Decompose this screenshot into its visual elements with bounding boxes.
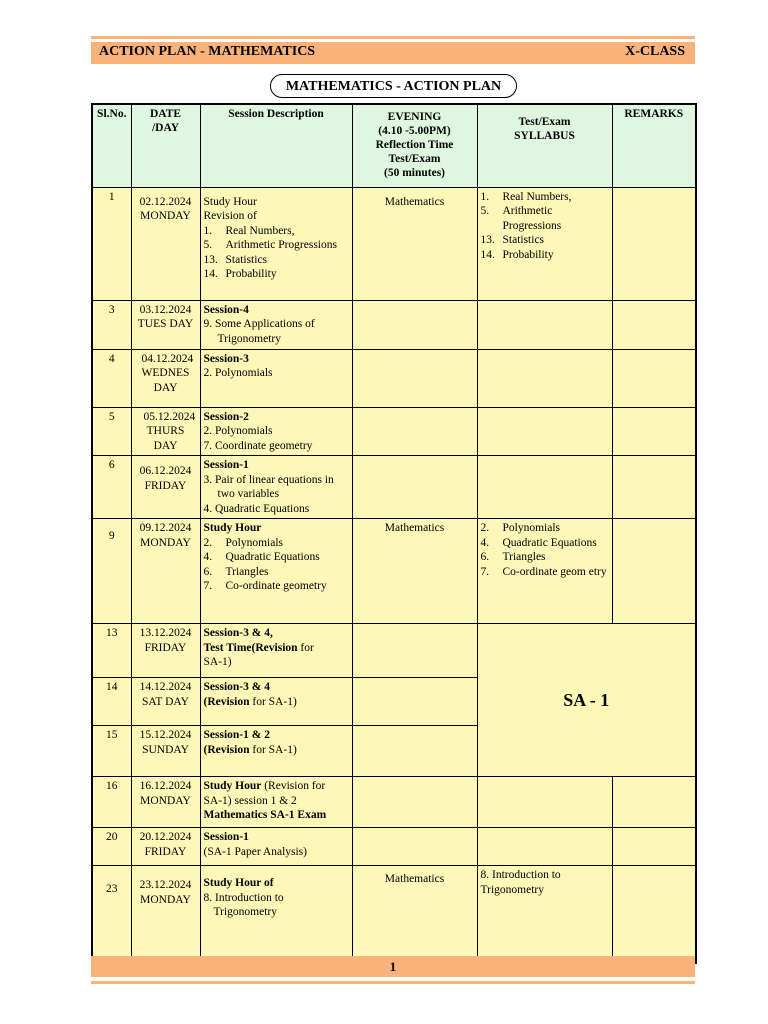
action-plan-table (91, 103, 697, 964)
row-date: 13.12.2024 FRIDAY (131, 624, 200, 678)
page-number: 1 (91, 956, 695, 977)
table-row (92, 777, 696, 828)
col-remarks: REMARKS (612, 104, 696, 187)
row-session: Study Hour 2. Polynomials 4. Quadratic Equations 6. Triangles 7. Co-ordinate geometry (200, 519, 352, 624)
row-session: Session-4 9. Some Applications of Trigonometry (200, 300, 352, 349)
row-session: Session-1 (SA-1 Paper Analysis) (200, 828, 352, 866)
page-title: MATHEMATICS - ACTION PLAN (270, 74, 517, 98)
row-slno: 13 (92, 624, 131, 678)
col-slno: Sl.No. (92, 104, 131, 187)
table-row (92, 187, 696, 300)
table-row (92, 519, 696, 624)
row-evening: Mathematics (352, 519, 477, 624)
row-session: Session-1 3. Pair of linear equations in two variables 4. Quadratic Equations (200, 456, 352, 519)
col-evening: EVENING (4.10 -5.00PM) Reflection Time Test/Exam (50 minutes) (352, 104, 477, 187)
row-date: 09.12.2024 MONDAY (131, 519, 200, 624)
row-session: Session-3 & 4 (Revision for SA-1) (200, 678, 352, 726)
table-row (92, 407, 696, 456)
header-band (91, 42, 695, 64)
row-date: 02.12.2024 MONDAY (131, 187, 200, 300)
table-row (92, 624, 696, 678)
row-slno: 23 (92, 866, 131, 963)
row-date: 05.12.2024 THURS DAY (131, 407, 200, 456)
row-date: 23.12.2024 MONDAY (131, 866, 200, 963)
bottom-rule (91, 981, 695, 984)
row-syllabus: 8. Introduction to Trigonometry (477, 866, 612, 963)
row-session: Session-3 2. Polynomials (200, 349, 352, 407)
row-session: Session-2 2. Polynomials 7. Coordinate geometry (200, 407, 352, 456)
table-row (92, 300, 696, 349)
row-date: 14.12.2024 SAT DAY (131, 678, 200, 726)
row-date: 16.12.2024 MONDAY (131, 777, 200, 828)
row-session: Session-1 & 2 (Revision for SA-1) (200, 726, 352, 777)
row-evening: Mathematics (352, 866, 477, 963)
row-slno: 16 (92, 777, 131, 828)
row-slno: 14 (92, 678, 131, 726)
header-title: ACTION PLAN - MATHEMATICS (99, 44, 316, 59)
row-date: 04.12.2024 WEDNES DAY (131, 349, 200, 407)
col-date: DATE /DAY (131, 104, 200, 187)
row-slno: 15 (92, 726, 131, 777)
row-slno: 5 (92, 407, 131, 456)
row-remarks (612, 187, 696, 300)
row-remarks (612, 519, 696, 624)
table-row (92, 456, 696, 519)
row-slno: 6 (92, 456, 131, 519)
row-date: 03.12.2024 TUES DAY (131, 300, 200, 349)
row-date: 06.12.2024 FRIDAY (131, 456, 200, 519)
row-slno: 4 (92, 349, 131, 407)
table-row (92, 866, 696, 963)
sa1-label: SA - 1 (477, 624, 696, 777)
row-date: 15.12.2024 SUNDAY (131, 726, 200, 777)
row-syllabus: 2. Polynomials 4. Quadratic Equations 6. Triangles 7. Co-ordinate geom etry (477, 519, 612, 624)
row-slno: 9 (92, 519, 131, 624)
row-session: Study Hour Revision of 1. Real Numbers, 5. Arithmetic Progressions 13. Statistics 14. Probability (200, 187, 352, 300)
row-date: 20.12.2024 FRIDAY (131, 828, 200, 866)
table-row (92, 828, 696, 866)
row-session: Study Hour (Revision for SA-1) session 1 & 2 Mathematics SA-1 Exam (200, 777, 352, 828)
col-test: Test/Exam SYLLABUS (477, 104, 612, 187)
row-slno: 20 (92, 828, 131, 866)
row-slno: 1 (92, 187, 131, 300)
table-header-row (92, 104, 696, 187)
header-class: X-CLASS (625, 44, 685, 59)
row-session: Session-3 & 4, Test Time(Revision for SA-1) (200, 624, 352, 678)
row-slno: 3 (92, 300, 131, 349)
col-session: Session Description (200, 104, 352, 187)
row-syllabus: 1. Real Numbers, 5. Arithmetic Progressions 13. Statistics 14. Probability (477, 187, 612, 300)
row-evening: Mathematics (352, 187, 477, 300)
table-row (92, 349, 696, 407)
top-rule (91, 36, 695, 39)
row-session: Study Hour of 8. Introduction to Trigonometry (200, 866, 352, 963)
